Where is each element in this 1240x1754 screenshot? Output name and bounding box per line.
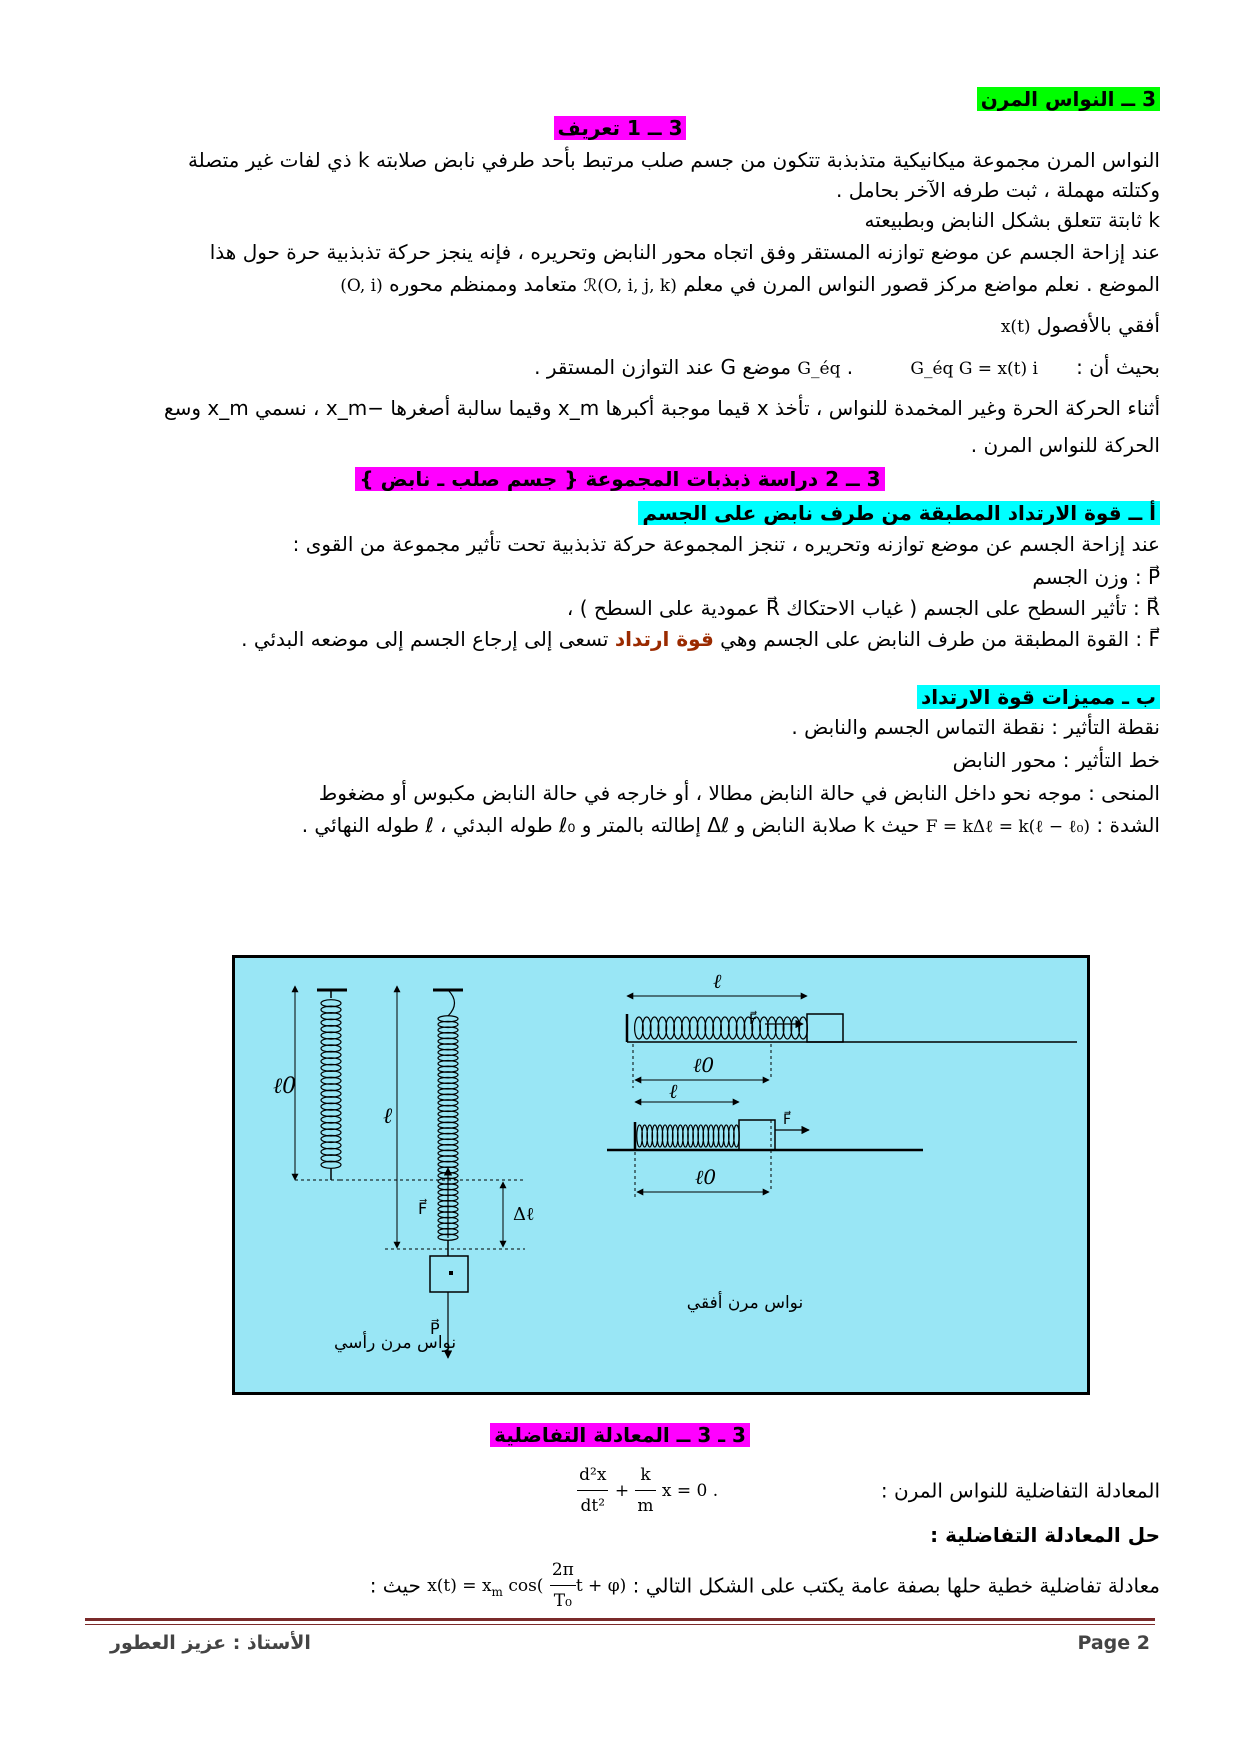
section-3-title: 3 ــ النواس المرن <box>977 87 1160 111</box>
k-over-m <box>635 1460 655 1521</box>
two-pi-over-t0 <box>550 1555 576 1616</box>
vertical-dl-label: Δℓ <box>513 1204 535 1225</box>
equation-rest: x = 0 <box>661 1481 708 1501</box>
horizontal-top-F-label: F⃗ <box>749 1012 758 1028</box>
section-3-1-title: 3 ــ 1 تعريف <box>554 116 687 140</box>
solution-math-sub: m <box>491 1585 503 1599</box>
horizontal-spring-bottom <box>607 1102 923 1198</box>
vertical-spring-rest <box>295 986 347 1180</box>
footer-page-number: Page 2 <box>1077 1632 1150 1654</box>
differential-equation-row <box>80 1460 1160 1516</box>
force-weight: P⃗ : وزن الجسم <box>1032 565 1160 589</box>
solve-title: حل المعادلة التفاضلية : <box>930 1523 1160 1547</box>
definition-line-9: الحركة للنواس المرن . <box>970 433 1160 457</box>
position-vector-math: G_éq G = x(t) i <box>910 359 1038 379</box>
figure-drawing <box>235 958 1087 1392</box>
definition-line-7: بحيث أن : G_éq G = x(t) i . G_éq موضع G عند التوازن المستقر . <box>534 355 1160 379</box>
restoring-force-term: قوة ارتداد <box>614 627 714 651</box>
definition-line-5 <box>80 269 1160 301</box>
frac-num-k: k <box>635 1460 655 1491</box>
section-3-3-title-row <box>80 1420 1160 1450</box>
differential-equation-label: المعادلة التفاضلية للنواس المرن : <box>880 1478 1160 1503</box>
definition-line-6-text: أفقي بالأفصول <box>1036 313 1160 337</box>
vertical-spring-loaded <box>340 986 525 1358</box>
second-derivative <box>577 1460 608 1521</box>
footer-rule-thin <box>85 1624 1155 1625</box>
horizontal-bottom-l0-label: ℓ0 <box>695 1165 717 1189</box>
solution-text-b: حيث : <box>369 1573 421 1598</box>
abscissa-math: x(t) <box>1000 317 1031 337</box>
section-3-2-a-title-row <box>80 498 1160 528</box>
definition-line-6 <box>80 310 1160 342</box>
spring-pendulum-figure <box>232 955 1090 1395</box>
section-3-2-a-title: أ ــ قوة الارتداد المطبقة من طرف نابض على الجسم <box>638 501 1160 525</box>
frac-den-dt2: dt² <box>580 1496 606 1516</box>
feature-magnitude <box>80 810 1160 842</box>
vertical-F-label: F⃗ <box>418 1199 428 1218</box>
force-spring-text-c: تسعى إلى إرجاع الجسم إلى موضعه البدئي . <box>241 627 609 651</box>
definition-line-2: وكتلته مهملة ، ثبت طرفه الآخر بحامل . <box>835 178 1160 202</box>
section-3-2-title-row <box>80 464 1160 494</box>
section-3-1-title-row <box>80 113 1160 143</box>
frac-num-2pi: 2π <box>550 1555 576 1586</box>
differential-equation-math: $\frac{\text{d²x}}{\text{dt²}}$ + $\frac{k}{m}$ x = 0 . <box>577 1460 718 1521</box>
solution-math-b: cos( <box>502 1576 544 1596</box>
frame-math: ℛ(O, i, j, k) <box>583 276 677 296</box>
horizontal-caption: نواس مرن أفقي <box>686 1293 804 1313</box>
definition-line-7-text-b: موضع G عند التوازن المستقر . <box>534 355 792 379</box>
definition-line-5-text-a: الموضع . نعلم مواضع مركز قصور النواس المرن في معلم <box>683 272 1160 296</box>
feature-direction: المنحى : موجه نحو داخل النابض في حالة النابض مطالا ، أو خارجه في حالة النابض مكبوس أو مضغوط <box>318 781 1160 805</box>
definition-line-7-text-a: بحيث أن : <box>1076 355 1160 379</box>
solution-math-a: x(t) = x <box>427 1576 492 1596</box>
force-reaction: R⃗ : تأثير السطح على الجسم ( غياب الاحتكاك R⃗ عمودية على السطح ) ، <box>566 596 1160 620</box>
vertical-P-label: P⃗ <box>430 1319 440 1338</box>
feature-line: خط التأثير : محور النابض <box>952 748 1160 772</box>
equilibrium-math: G_éq <box>797 359 841 379</box>
force-spring <box>80 624 1160 654</box>
horizontal-bottom-l-label: ℓ <box>669 1079 678 1103</box>
vertical-l0-label: ℓ0 <box>273 1074 297 1099</box>
section-3-2-title: 3 ــ 2 دراسة ذبذبات المجموعة { جسم صلب ـ نابض } <box>355 467 884 491</box>
force-spring-text-a: F⃗ : القوة المطبقة من طرف النابض على الجسم وهي <box>720 627 1160 651</box>
section-3-2-b-title: ب ـ مميزات قوة الارتداد <box>917 685 1160 709</box>
feature-point: نقطة التأثير : نقطة التماس الجسم والنابض . <box>791 715 1160 739</box>
horizontal-top-l-label: ℓ <box>713 969 722 993</box>
feature-magnitude-text: حيث k صلابة النابض و Δℓ إطالته بالمتر و ℓ₀ طوله البدئي ، ℓ طوله النهائي . <box>301 813 920 837</box>
definition-line-1: النواس المرن مجموعة ميكانيكية متذبذبة تتكون من جسم صلب مرتبط بأحد طرفي نابض صلابته k ذي لفات غير متصلة <box>187 148 1160 172</box>
horizontal-top-l0-label: ℓ0 <box>693 1053 715 1077</box>
definition-line-5-text-b: متعامد وممنظم محوره <box>389 272 578 296</box>
definition-line-8: أثناء الحركة الحرة وغير المخمدة للنواس ، تأخذ x قيما موجبة أكبرها x_m وقيما سالبة أصغرها −x_m ، نسمي x_m وسع <box>163 396 1160 420</box>
footer-rule <box>85 1618 1155 1621</box>
definition-line-3: k ثابتة تتعلق بشكل النابض وبطبيعته <box>864 208 1160 232</box>
definition-line-4: عند إزاحة الجسم عن موضع توازنه المستقر وفق اتجاه محور النابض وتحريره ، فإنه ينجز حركة تذبذبية حرة حول هذا <box>209 240 1160 264</box>
solution-row <box>80 1555 1160 1611</box>
section-3-3-title: 3 ـ 3 ــ المعادلة التفاضلية <box>490 1423 750 1447</box>
horizontal-bottom-F-label: F⃗ <box>783 1112 792 1128</box>
solution-math-c: t + φ) <box>575 1576 627 1596</box>
vertical-caption: نواس مرن رأسي <box>333 1333 457 1353</box>
axis-math: (O, i) <box>340 276 383 296</box>
solution-math <box>427 1555 626 1616</box>
frac-den-t0: T₀ <box>553 1591 572 1611</box>
solution-text-a: معادلة تفاضلية خطية حلها بصفة عامة يكتب على الشكل التالي : <box>632 1573 1160 1598</box>
feature-magnitude-label: الشدة : <box>1096 813 1160 837</box>
frac-num-d2x: d²x <box>577 1460 608 1491</box>
frac-den-m: m <box>637 1496 654 1516</box>
vertical-l-label: ℓ <box>383 1104 393 1129</box>
section-3-2-b-title-row <box>80 682 1160 712</box>
forces-intro: عند إزاحة الجسم عن موضع توازنه وتحريره ، تنجز المجموعة حركة تذبذبية تحت تأثير مجموعة من القوى : <box>292 532 1160 556</box>
footer-author: الأستاذ : عزيز العطور <box>110 1632 311 1654</box>
section-3-title-row <box>80 84 1160 114</box>
hooke-law-math: F = kΔℓ = k(ℓ − ℓ₀) <box>925 817 1091 837</box>
